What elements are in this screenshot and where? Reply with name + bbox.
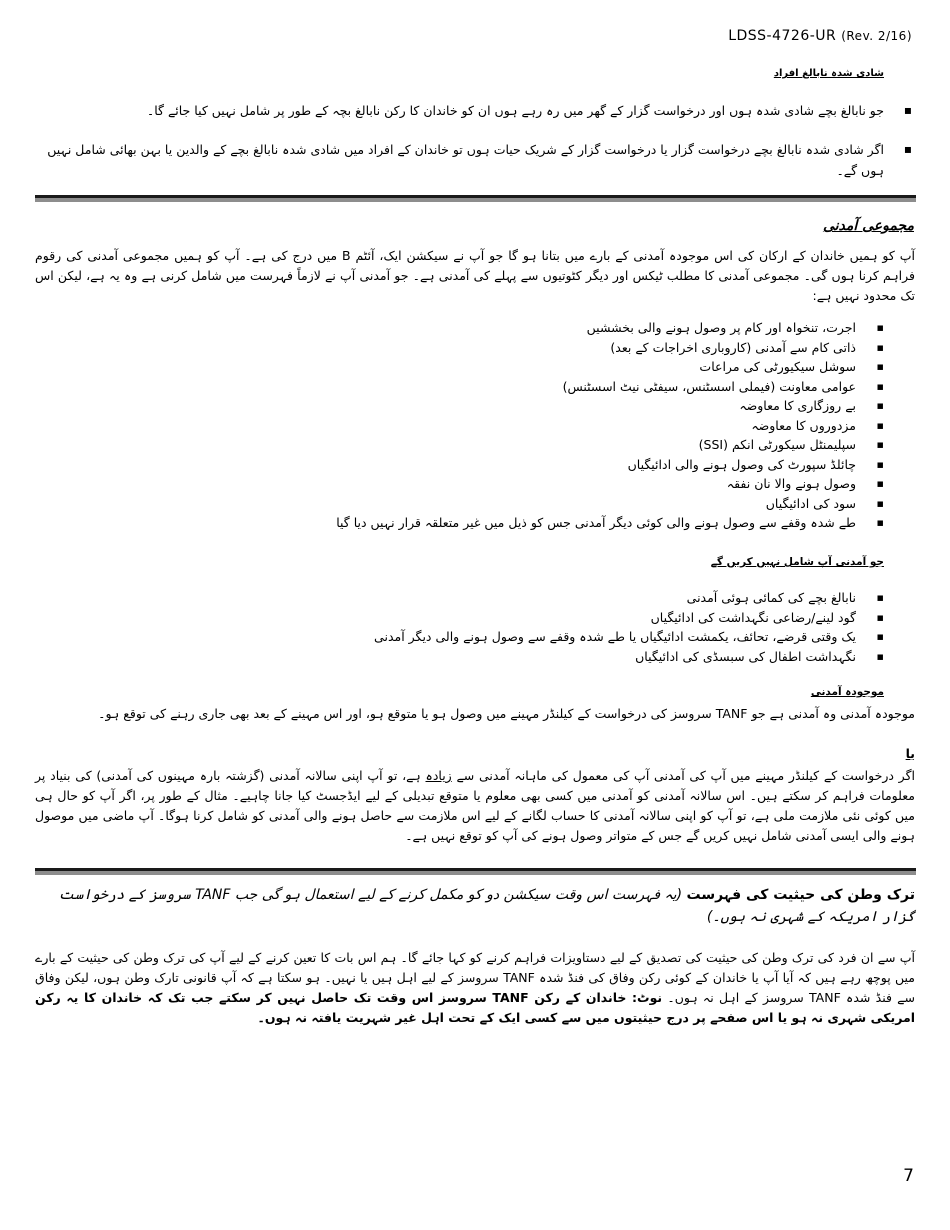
excluded-income-label: جو آمدنی آپ شامل نہیں کریں گے: [710, 556, 884, 568]
alien-status-body: [35, 948, 915, 1028]
list-item: ▪ عوامی معاونت (فیملی اسسٹنس، سیفٹی نیٹ اسسٹنس): [64, 377, 884, 397]
para2-text-b: ہے، تو آپ اپنی سالانہ آمدنی (گزشتہ بارہ مہینوں کی آمدنی) کی بنیاد پر معلومات فراہم کر سکتے ہیں۔ اس سالانہ آمدنی کو آمدنی میں کسی بھی معلوم یا متوقع تبدیلی کے لیے ایڈجسٹ کیا جانا چاہیے۔ مثال کے طور پر، اگر آپ کو حال ہی میں کوئی نئی ملازمت ملی ہے، تو آپ کو اپنی سالانہ آمدنی کا حساب لگانے کے لیے اس ملازمت سے حاصل ہونے والی آمدنی کو شامل کرنا ہوگا۔ آپ ماضی میں موصول ہونے والی ایسی آمدنی شامل نہیں کریں گے جس کے متواتر وصول ہونے کی آپ کو توقع نہیں ہے۔: [35, 768, 915, 843]
para2-text-a: اگر درخواست کے کیلنڈر مہینے میں آپ کی آمدنی آپ کی معمول کی ماہانہ آمدنی سے: [451, 768, 915, 783]
list-item: ▪ اگر شادی شدہ نابالغ بچے درخواست گزار یا درخواست گزار کے شریک حیات ہوں تو خاندان کے افراد میں شادی شدہ نابالغ بچے کے والدین یا بہن بھائی شامل نہیں ہوں گے۔: [36, 139, 912, 181]
alien-body-text: آپ سے ان فرد کی ترک وطن کی حیثیت کی تصدیق کے لیے دستاویزات فراہم کرنے کو کہا جائے گا۔ ہم اس بات کا تعین کرنے کے لیے آپ کی ترک وطن کی حیثیت کے بارے میں پوچھ رہے ہیں کہ آیا آپ یا خاندان کے کوئی رکن وفاق کی فنڈ شدہ TANF سروسز کے لیے اہل ہیں یا نہیں۔ ہو سکتا ہے کہ آپ قانونی تارک وطن ہوں، لیکن وفاق سے فنڈ شدہ TANF سروسز کے اہل نہ ہوں۔: [35, 950, 915, 1005]
list-item: ▪ نابالغ بچے کی کمائی ہوئی آمدنی: [64, 588, 884, 608]
married-minors-bullets: [36, 100, 912, 199]
gross-income-title: مجموعی آمدنی: [822, 218, 914, 234]
list-item: ▪ اجرت، تنخواہ اور کام پر وصول ہونے والی بخششیں: [64, 318, 884, 338]
alien-status-title: ترک وطن کی حیثیت کی فہرست: [686, 887, 915, 903]
current-income-para1: موجودہ آمدنی وہ آمدنی ہے جو TANF سروسز کی درخواست کے کیلنڈر مہینے میں وصول ہو یا متوقع ہو، اور اس مہینے کے بعد بھی جاری رہنے کی توقع ہو۔: [98, 706, 915, 721]
or-label: یا: [905, 746, 915, 761]
current-income-para2: [35, 766, 915, 846]
section-divider: [35, 195, 916, 202]
form-number: [728, 28, 912, 44]
para2-emphasis: زیادہ: [425, 768, 452, 783]
excluded-income-list: [64, 588, 884, 666]
form-revision: (Rev. 2/16): [841, 29, 912, 43]
list-item: ▪ سوشل سیکیورٹی کی مراعات: [64, 357, 884, 377]
list-item: ▪ بے روزگاری کا معاوضہ: [64, 396, 884, 416]
list-item: ▪ طے شدہ وقفے سے وصول ہونے والی کوئی دیگر آمدنی جس کو ذیل میں غیر متعلقہ قرار نہیں دیا گیا: [64, 513, 884, 533]
page-number: 7: [903, 1166, 914, 1186]
gross-income-intro: آپ کو ہمیں خاندان کے ارکان کی اس موجودہ آمدنی کے بارے میں بتانا ہو گا جو آپ نے سیکشن ایک، آئٹم B میں درج کی ہے۔ آپ کو ہمیں مجموعی آمدنی کی رقوم فراہم کرنا ہوں گی۔ مجموعی آمدنی کا مطلب ٹیکس اور دیگر کٹوتیوں سے پہلے کی آمدنی ہے۔ جو آمدنی آپ نے لازماً فہرست میں شامل کرنی ہے وہ یہ ہے، لیکن اس تک محدود نہیں ہے:: [35, 248, 915, 303]
list-item: ▪ گود لینے/رضاعی نگہداشت کی ادائیگیاں: [64, 608, 884, 628]
list-item: ▪ سپلیمنٹل سیکورٹی انکم (SSI): [64, 435, 884, 455]
list-item: ▪ ذاتی کام سے آمدنی (کاروباری اخراجات کے بعد): [64, 338, 884, 358]
form-code: LDSS-4726-UR: [728, 28, 837, 44]
list-item: ▪ چائلڈ سپورٹ کی وصول ہونے والی ادائیگیاں: [64, 455, 884, 475]
gross-income-list: [64, 318, 884, 533]
list-item: ▪ نگہداشت اطفال کی سبسڈی کی ادائیگیاں: [64, 647, 884, 667]
note-text: خاندان کے رکن TANF سروسز اس وقت تک حاصل نہیں کر سکتے جب تک کہ خاندان کا یہ رکن امریکی شہری نہ ہو یا اس صفحے پر درج حیثیتوں میں سے کسی ایک کے تحت اہل غیر شہریت یافتہ نہ ہوں۔: [35, 990, 915, 1025]
list-item: ▪ وصول ہونے والا نان نفقہ: [64, 474, 884, 494]
note-label: نوٹ:: [632, 990, 663, 1005]
list-item: ▪ سود کی ادائیگیاں: [64, 494, 884, 514]
current-income-label: موجودہ آمدنی: [810, 686, 884, 698]
alien-status-heading: [35, 884, 915, 928]
list-item: ▪ جو نابالغ بچے شادی شدہ ہوں اور درخواست گزار کے گھر میں رہ رہے ہوں ان کو خاندان کا رکن نابالغ بچہ کے طور پر شامل نہیں کیا جائے گا۔: [36, 100, 912, 121]
or-label-row: [35, 744, 915, 764]
married-minors-label: شادی شدہ نابالغ افراد: [773, 68, 884, 79]
list-item: ▪ یک وقتی قرضے، تحائف، یکمشت ادائیگیاں یا طے شدہ وقفے سے وصول ہونے والی دیگر آمدنی: [64, 627, 884, 647]
alien-status-note: (یہ فہرست اس وقت سیکشن دو کو مکمل کرنے کے لیے استعمال ہو گی جب TANF سروسز کے درخواست گزار امریکہ کے شہری نہ ہوں۔): [58, 887, 915, 925]
list-item: ▪ مزدوروں کا معاوضہ: [64, 416, 884, 436]
section-divider: [35, 868, 916, 875]
